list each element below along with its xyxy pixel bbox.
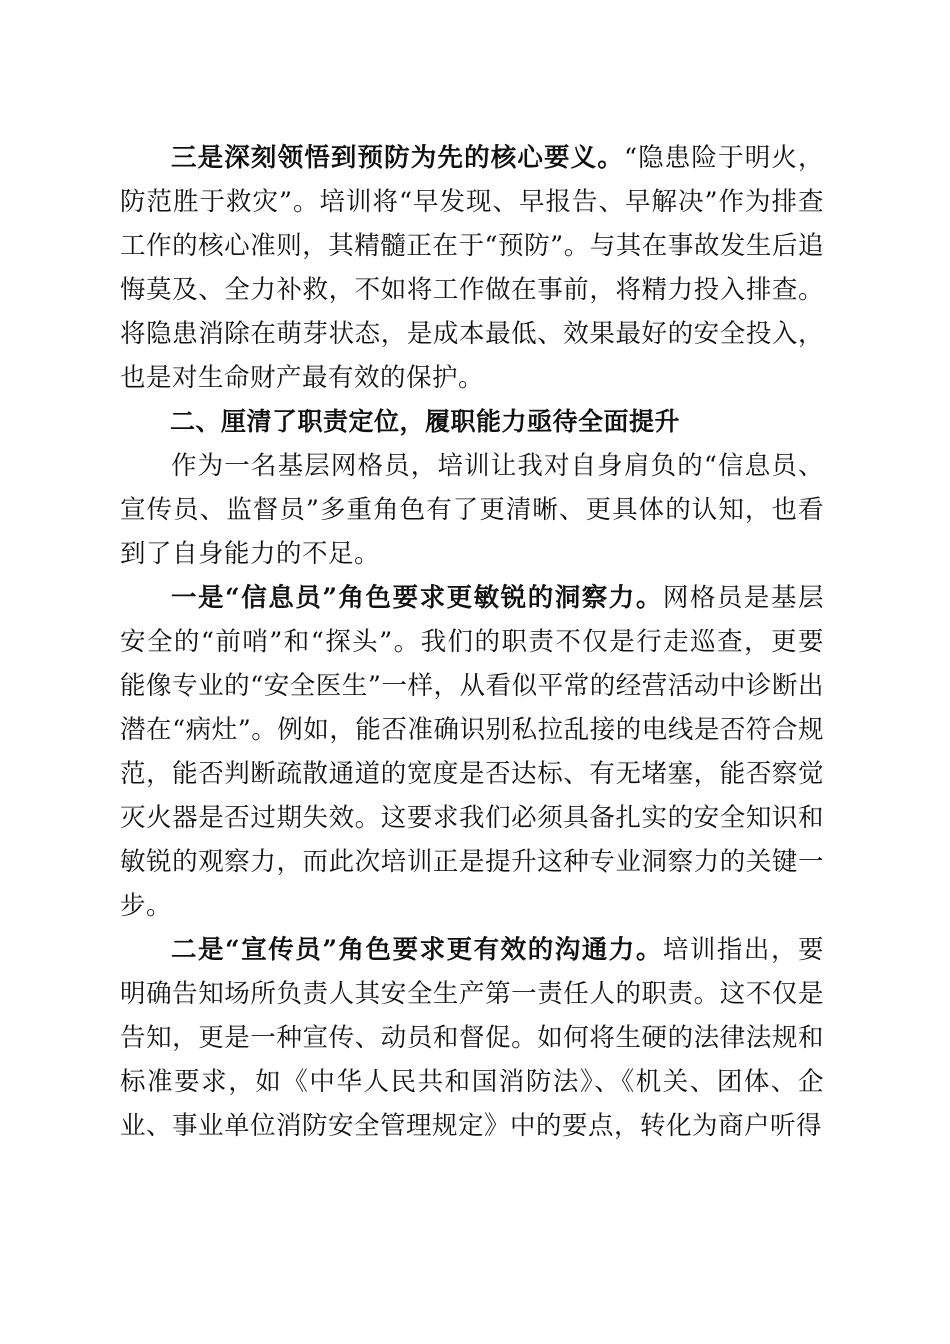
paragraph-text: “隐患险于明火，防范胜于救灾”。培训将“早发现、早报告、早解决”作为排查工作的核心准则，其精髓正在于“预防”。与其在事故发生后追悔莫及、全力补救，不如将工作做在事前，将精力投入排查。将隐患消除在萌芽状态，是成本最低、效果最好的安全投入，也是对生命财产最有效的保护。 bbox=[120, 143, 824, 393]
paragraph-text: 培训指出，要明确告知场所负责人其安全生产第一责任人的职责。这不仅是告知，更是一种宣传、动员和督促。如何将生硬的法律法规和标准要求，如《中华人民共和国消防法》、《机关、团体、企业、事业单位消防安全管理规定》中的要点，转化为商户听得 bbox=[120, 935, 824, 1141]
paragraph-prevention bbox=[120, 136, 824, 400]
paragraph-information-officer bbox=[120, 576, 824, 928]
document-body bbox=[120, 136, 824, 1148]
paragraph-lead: 一是“信息员”角色要求更敏锐的洞察力。 bbox=[171, 583, 663, 613]
paragraph-intro: 作为一名基层网格员，培训让我对自身肩负的“信息员、宣传员、监督员”多重角色有了更清晰、更具体的认知，也看到了自身能力的不足。 bbox=[120, 451, 824, 569]
paragraph-lead: 二是“宣传员”角色要求更有效的沟通力。 bbox=[171, 935, 663, 965]
paragraph-lead: 三是深刻领悟到预防为先的核心要义。 bbox=[171, 143, 624, 173]
section-heading: 二、厘清了职责定位，履职能力亟待全面提升 bbox=[170, 407, 681, 436]
paragraph-text: 网格员是基层安全的“前哨”和“探头”。我们的职责不仅是行走巡查，更要能像专业的“安全医生”一样，从看似平常的经营活动中诊断出潜在“病灶”。例如，能否准确识别私拉乱接的电线是否符合规范，能否判断疏散通道的宽度是否达标、有无堵塞，能否察觉灭火器是否过期失效。这要求我们必须具备扎实的安全知识和敏锐的观察力，而此次培训正是提升这种专业洞察力的关键一步。 bbox=[120, 583, 824, 921]
paragraph-publicity-officer bbox=[120, 928, 824, 1148]
